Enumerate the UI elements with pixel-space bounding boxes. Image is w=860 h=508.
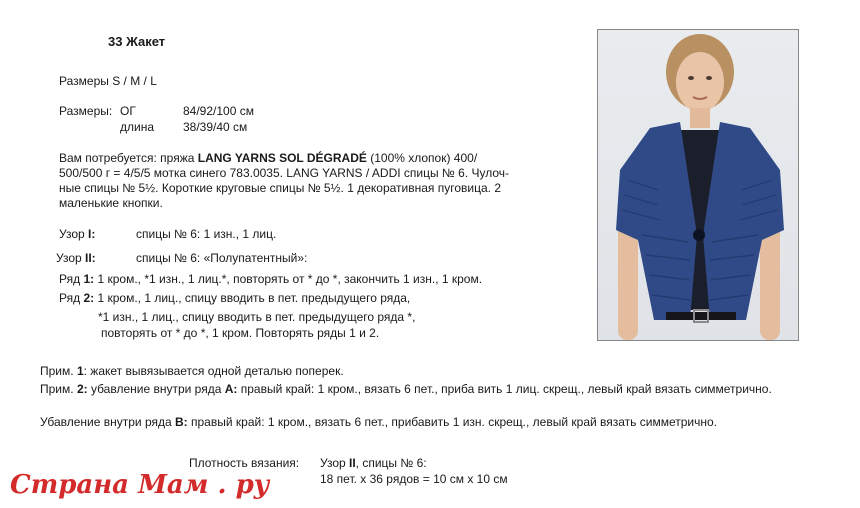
materials-line-4: маленькие кнопки. [59,196,163,210]
row-2-num: 2: [83,291,95,305]
gauge-pattern [320,456,427,471]
page-title: 33 Жакет [108,34,166,49]
decrease-b [40,415,717,430]
row-1-label: Ряд [59,272,81,286]
gauge-label: Плотность вязания: [189,456,300,470]
decrease-b-text-1: Убавление внутри ряда [40,415,175,429]
decorative-button [693,229,705,241]
pattern-1-text: спицы № 6: 1 изн., 1 лиц. [136,227,277,241]
watermark-logo: Страна Мам . ру [10,470,270,500]
row-2-line-1: 1 кром., 1 лиц., спицу вводить в пет. предыдущего ряда, [97,291,411,305]
measurements-label: Размеры: [59,104,113,118]
pattern-1-label: Узор [59,227,85,241]
gauge-pattern-text: , спицы № 6: [355,456,427,470]
note-2 [40,382,772,397]
materials-text-1: пряжа [156,151,198,165]
row-1-text: 1 кром., *1 изн., 1 лиц.*, повторять от * до *, закончить 1 изн., 1 кром. [97,272,483,286]
note-1-text: : жакет вывязывается одной деталью поперек. [83,364,344,378]
row-1 [59,272,482,287]
note-2-letter: A: [224,382,238,396]
note-2-num: 2: [76,382,88,396]
gauge-value: 18 пет. х 36 рядов = 10 см х 10 см [320,472,508,486]
pattern-2-label: Узор [56,251,82,265]
materials-text-2: (100% хлопок) 400/ [366,151,478,165]
gauge-pattern-num: II [349,456,356,470]
note-1-num: 1 [76,364,84,378]
row-1-num: 1: [83,272,95,286]
decrease-b-letter: B: [175,415,188,429]
product-photo [597,29,799,341]
note-1 [40,364,344,379]
yarn-name: LANG YARNS SOL DÉGRADÉ [197,151,367,165]
pattern-2-heading [56,251,96,266]
length-value: 38/39/40 см [183,120,248,134]
pattern-2-num: II: [85,251,96,265]
row-2-line-3: повторять от * до *, 1 кром. Повторять ряды 1 и 2. [101,326,380,340]
note-2-text-1: убавление внутри ряда [87,382,225,396]
gauge-pattern-label: Узор [320,456,349,470]
note-2-label: Прим. [40,382,74,396]
note-1-label: Прим. [40,364,74,378]
model-illustration [598,30,798,340]
materials-line-3: ные спицы № 5½. Короткие круговые спицы № 5½. 1 декоративная пуговица. 2 [59,181,502,195]
og-label: ОГ [120,104,136,118]
materials-line-1 [59,151,477,166]
length-label: длина [120,120,155,134]
pattern-1-num: I: [88,227,96,241]
decrease-b-text-2: правый край: 1 кром., вязать 6 пет., прибавить 1 изн. скрещ., левый край вязать симметрично. [187,415,718,429]
og-value: 84/92/100 см [183,104,254,118]
sizes-line: Размеры S / M / L [59,74,157,88]
pattern-1-heading [59,227,95,242]
row-2 [59,291,410,306]
materials-line-2: 500/500 г = 4/5/5 мотка синего 783.0035. LANG YARNS / ADDI спицы № 6. Чулоч- [59,166,510,180]
row-2-line-2: *1 изн., 1 лиц., спицу вводить в пет. предыдущего ряда *, [98,310,416,324]
pattern-2-text: спицы № 6: «Полупатентный»: [136,251,308,265]
note-2-text-2: правый край: 1 кром., вязать 6 пет., приба вить 1 лиц. скрещ., левый край вязать симметрично. [237,382,772,396]
row-2-label: Ряд [59,291,81,305]
materials-lead: Вам потребуется: [59,151,157,165]
